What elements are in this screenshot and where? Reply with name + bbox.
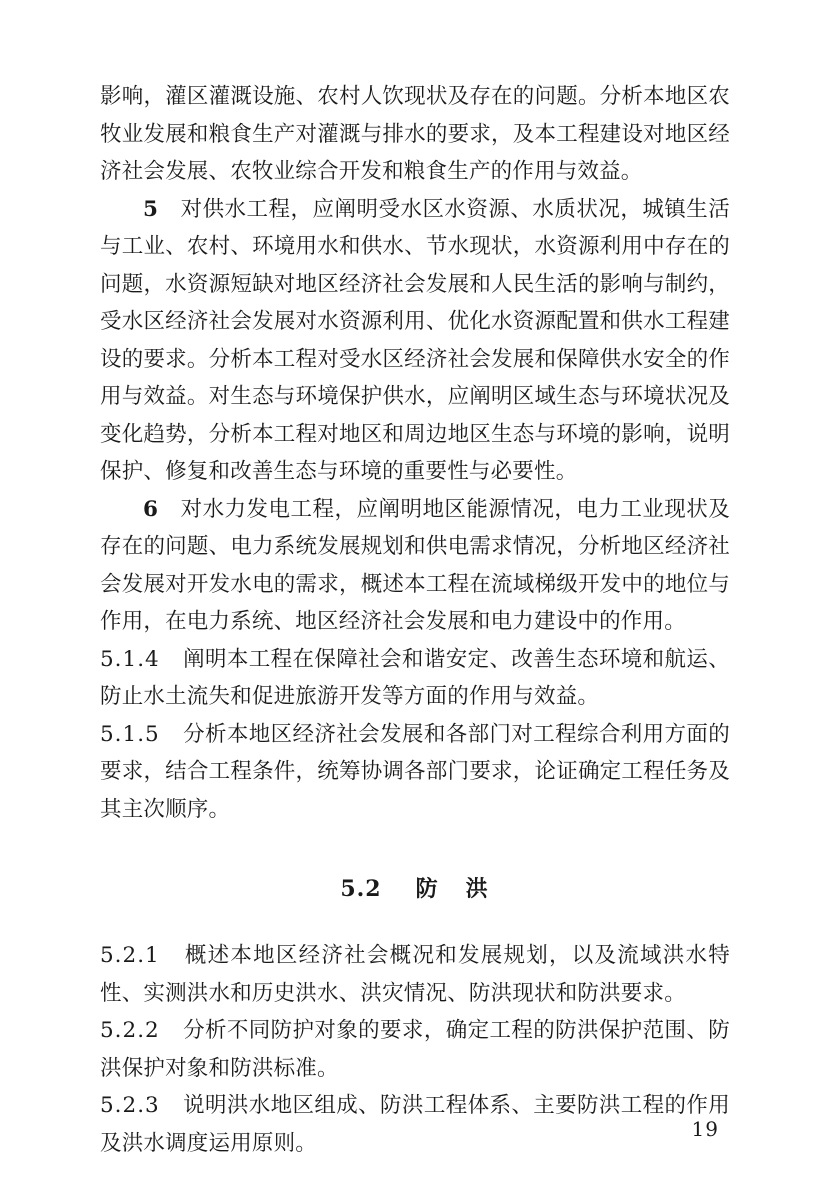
section-number: 5.2 (340, 876, 382, 902)
clause-5-1-4 (100, 641, 730, 716)
clause-5-2-1-text: 概述本地区经济社会概况和发展规划，以及流域洪水特性、实测洪水和历史洪水、洪灾情况、防洪现状和防洪要求。 (100, 943, 730, 1006)
clause-number-5-2-3: 5.2.3 (100, 1093, 160, 1118)
clause-5-2-2-text: 分析不同防护对象的要求，确定工程的防洪保护范围、防洪保护对象和防洪标准。 (100, 1018, 730, 1081)
section-heading (100, 872, 730, 903)
section-title-second: 洪 (465, 876, 490, 902)
section-title-first: 防 (415, 876, 440, 902)
clause-5-2-3-text: 说明洪水地区组成、防洪工程体系、主要防洪工程的作用及洪水调度运用原则。 (100, 1093, 730, 1156)
numbered-paragraph-6-text: 对水力发电工程，应阐明地区能源情况，电力工业现状及存在的问题、电力系统发展规划和供电需求情况，分析地区经济社会发展对开发水电的需求，概述本工程在流域梯级开发中的地位与作用，在电力系统、地区经济社会发展和电力建设中的作用。 (100, 496, 730, 634)
clause-number-5-1-4: 5.1.4 (100, 646, 160, 672)
clause-number-5-1-5: 5.1.5 (100, 721, 160, 747)
numbered-paragraph-5 (100, 191, 730, 491)
clause-number-5-2-1: 5.2.1 (100, 943, 160, 968)
paragraph-continuation: 影响，灌区灌溉设施、农村人饮现状及存在的问题。分析本地区农牧业发展和粮食生产对灌溉与排水的要求，及本工程建设对地区经济社会发展、农牧业综合开发和粮食生产的作用与效益。 (100, 84, 730, 184)
numbered-paragraph-5-text: 对供水工程，应阐明受水区水资源、水质状况，城镇生活与工业、农村、环境用水和供水、节水现状，水资源利用中存在的问题，水资源短缺对地区经济社会发展和人民生活的影响与制约，受水区经济社会发展对水资源利用、优化水资源配置和供水工程建设的要求。分析本工程对受水区经济社会发展和保障供水安全的作用与效益。对生态与环境保护供水，应阐明区域生态与环境状况及变化趋势，分析本工程对地区和周边地区生态与环境的影响，说明保护、修复和改善生态与环境的重要性与必要性。 (100, 196, 730, 484)
clause-5-1-4-text: 阐明本工程在保障社会和谐安定、改善生态环境和航运、防止水土流失和促进旅游开发等方面的作用与效益。 (100, 646, 730, 709)
numbered-paragraph-6 (100, 491, 730, 641)
clause-5-2-1 (100, 937, 730, 1012)
clause-5-2-2 (100, 1012, 730, 1087)
clause-5-1-5 (100, 716, 730, 829)
page-content (100, 78, 730, 1162)
page-number: 19 (691, 1117, 719, 1141)
list-number-6: 6 (143, 496, 159, 522)
clause-5-1-5-text: 分析本地区经济社会发展和各部门对工程综合利用方面的要求，结合工程条件，统筹协调各部门要求，论证确定工程任务及其主次顺序。 (100, 721, 730, 822)
clause-number-5-2-2: 5.2.2 (100, 1018, 160, 1043)
list-number-5: 5 (143, 196, 159, 222)
clause-5-2-3 (100, 1087, 730, 1162)
